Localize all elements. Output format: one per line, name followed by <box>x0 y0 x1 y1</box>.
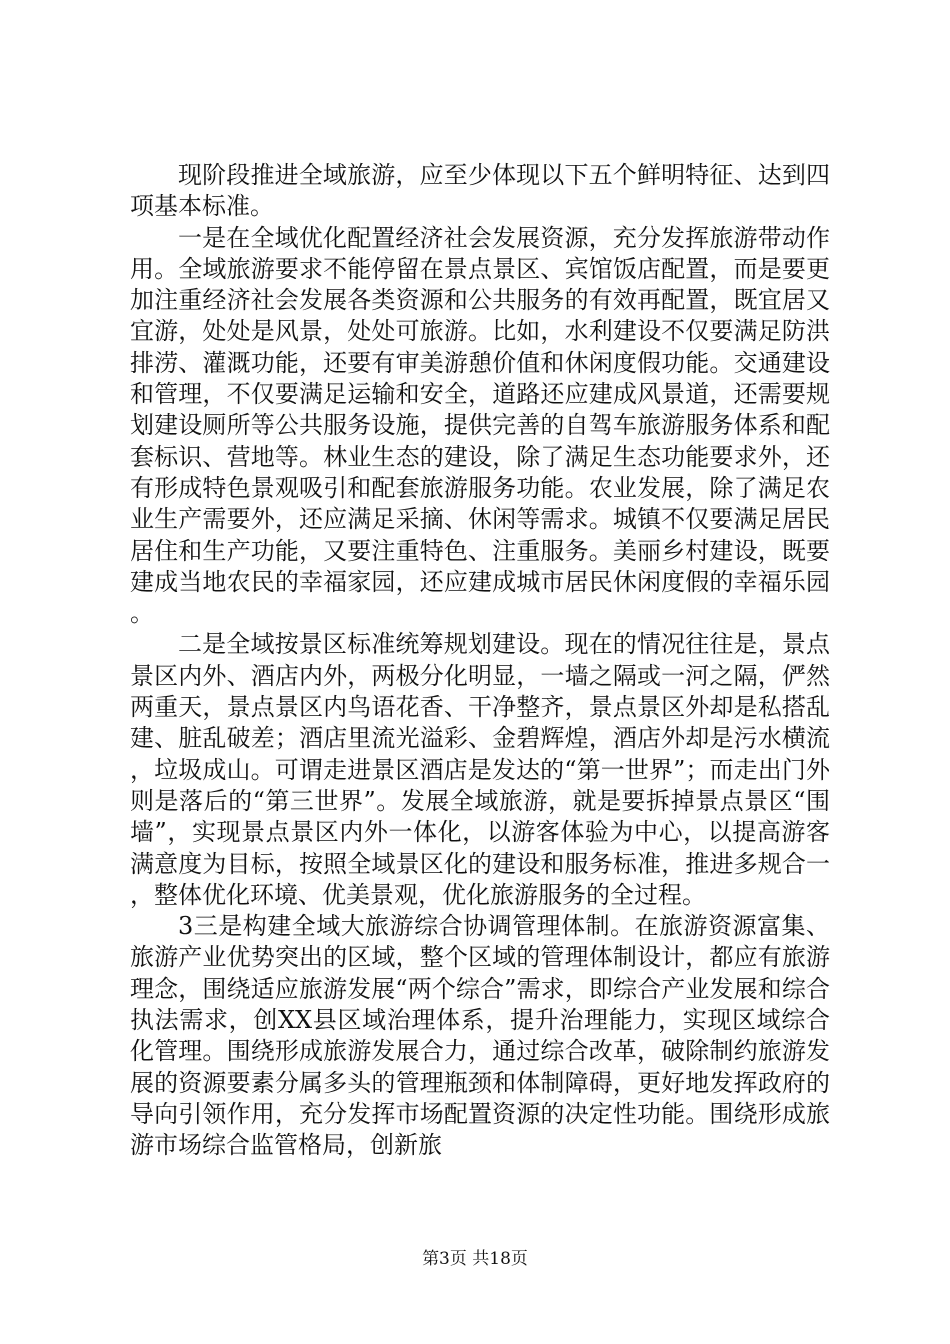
paragraph-point-three: 3三是构建全域大旅游综合协调管理体制。在旅游资源富集、旅游产业优势突出的区域，整个区域的管理体制设计，都应有旅游理念，围绕适应旅游发展“两个综合”需求，即综合产业发展和综合执法需求，创XX县区域治理体系，提升治理能力，实现区域综合化管理。围绕形成旅游发展合力，通过综合改革，破除制约旅游发展的资源要素分属多头的管理瓶颈和体制障碍，更好地发挥政府的导向引领作用，充分发挥市场配置资源的决定性功能。围绕形成旅游市场综合监管格局，创新旅 <box>130 912 830 1160</box>
document-body <box>130 160 830 1162</box>
paragraph-point-one: 一是在全域优化配置经济社会发展资源，充分发挥旅游带动作用。全域旅游要求不能停留在景点景区、宾馆饭店配置，而是要更加注重经济社会发展各类资源和公共服务的有效再配置，既宜居又宜游，处处是风景，处处可旅游。比如，水利建设不仅要满足防洪排涝、灌溉功能，还要有审美游憩价值和休闲度假功能。交通建设和管理，不仅要满足运输和安全，道路还应建成风景道，还需要规划建设厕所等公共服务设施，提供完善的自驾车旅游服务体系和配套标识、营地等。林业生态的建设，除了满足生态功能要求外，还有形成特色景观吸引和配套旅游服务功能。农业发展，除了满足农业生产需要外，还应满足采摘、休闲等需求。城镇不仅要满足居民居住和生产功能，又要注重特色、注重服务。美丽乡村建设，既要建成当地农民的幸福家园，还应建成城市居民休闲度假的幸福乐园。 <box>130 223 830 628</box>
paragraph-point-two: 二是全域按景区标准统筹规划建设。现在的情况往往是，景点景区内外、酒店内外，两极分化明显，一墙之隔或一河之隔，俨然两重天，景点景区内鸟语花香、干净整齐，景点景区外却是私搭乱建、脏乱破差；酒店里流光溢彩、金碧辉煌，酒店外却是污水横流，垃圾成山。可谓走进景区酒店是发达的“第一世界”；而走出门外则是落后的“第三世界”。发展全域旅游，就是要拆掉景点景区“围墙”，实现景点景区内外一体化，以游客体验为中心，以提高游客满意度为目标，按照全域景区化的建设和服务标准，推进多规合一，整体优化环境、优美景观，优化旅游服务的全过程。 <box>130 630 830 909</box>
page-number-footer: 第3页 共18页 <box>422 1249 528 1269</box>
paragraph-intro: 现阶段推进全域旅游，应至少体现以下五个鲜明特征、达到四项基本标准。 <box>130 161 830 221</box>
